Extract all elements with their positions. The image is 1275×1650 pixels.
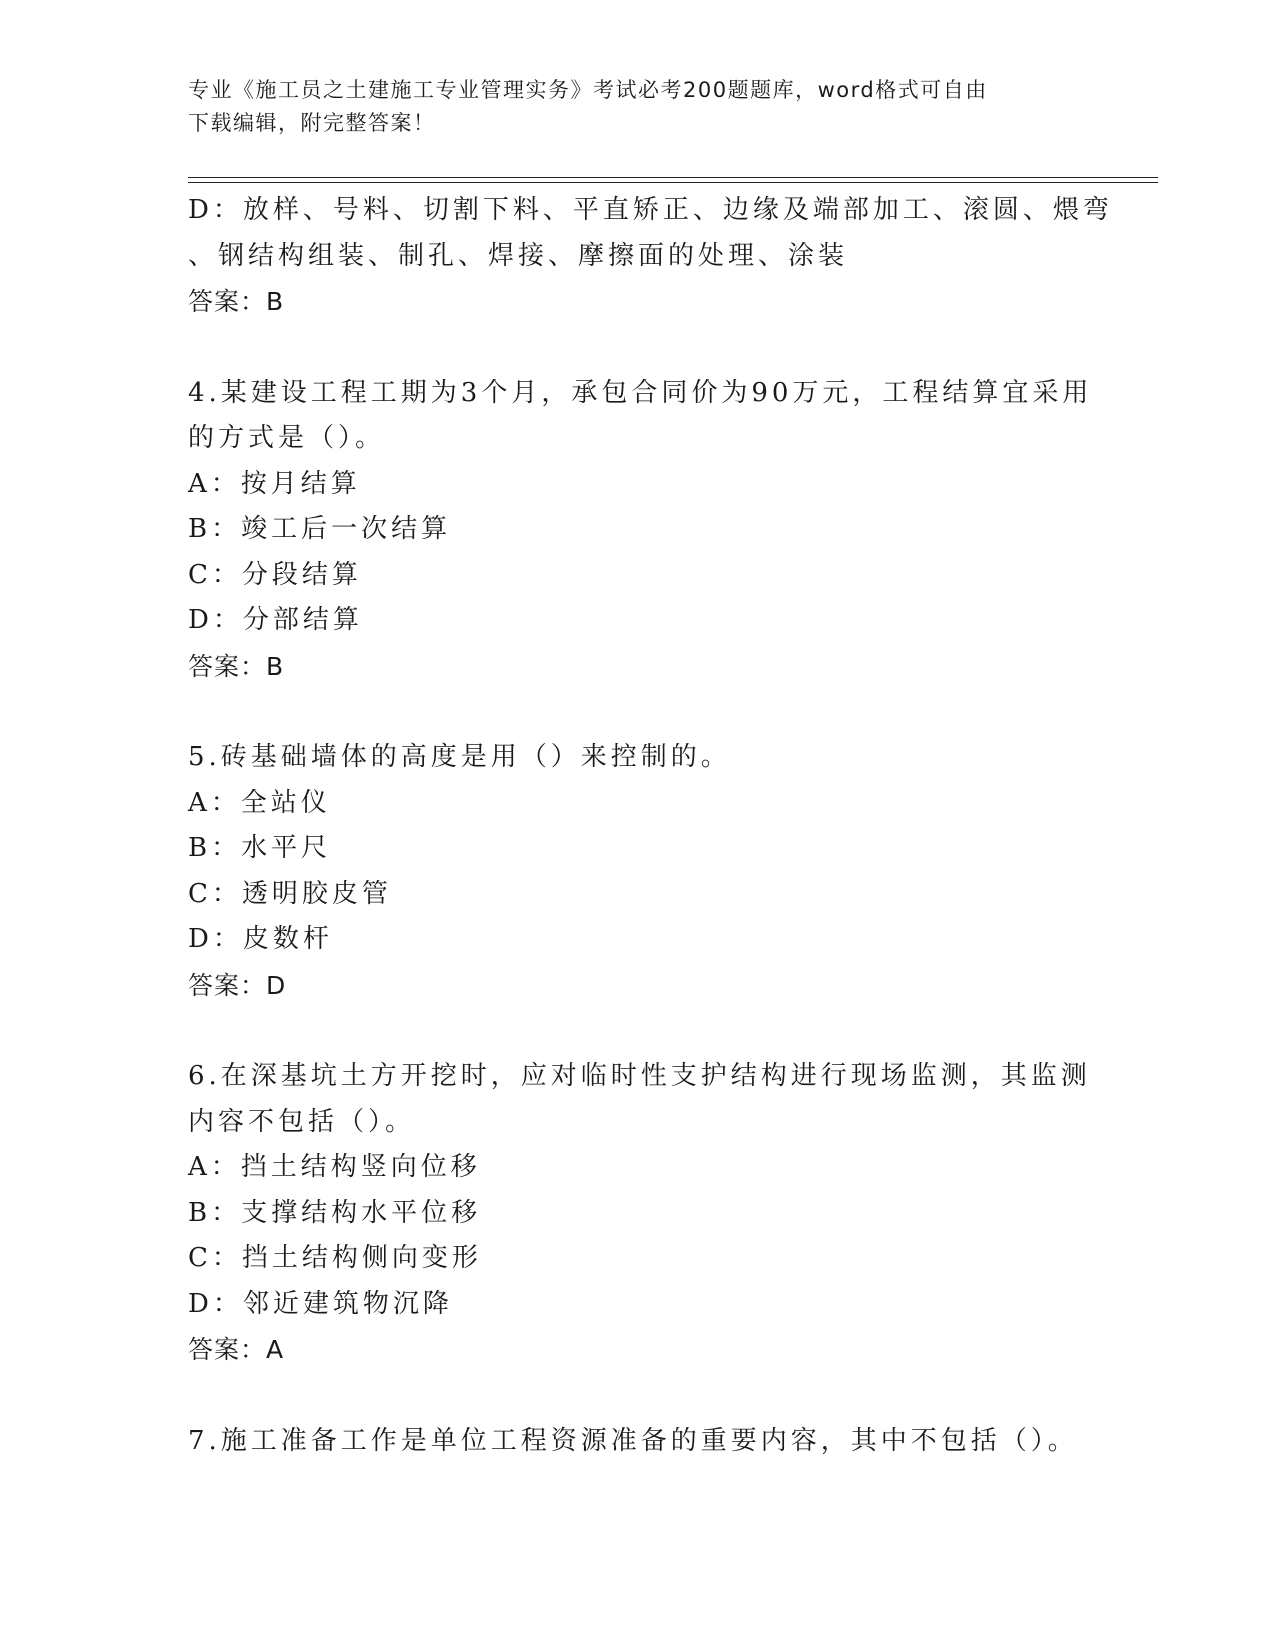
question-list — [188, 188, 1113, 1464]
header-line-2: 下载编辑，附完整答案！ — [188, 111, 436, 135]
question-stem: 5.砖基础墙体的高度是用（）来控制的。 — [188, 742, 731, 772]
question-4 — [188, 371, 1093, 690]
option-b: B：竣工后一次结算 — [188, 514, 452, 544]
question-stem-continued: 的方式是（）。 — [188, 423, 386, 453]
option-d: D：邻近建筑物沉降 — [188, 1288, 453, 1319]
option-b: B：水平尺 — [188, 833, 332, 863]
question-3-tail — [188, 188, 1113, 325]
option-c: C：透明胶皮管 — [188, 878, 392, 909]
question-stem: 6.在深基坑土方开挖时，应对临时性支护结构进行现场监测，其监测 — [188, 1061, 1091, 1091]
option-b: B：支撑结构水平位移 — [188, 1197, 482, 1228]
header-divider-bottom — [188, 182, 1158, 183]
option-a: A：按月结算 — [188, 468, 361, 499]
option-d-continued: 、钢结构组装、制孔、焊接、摩擦面的处理、涂装 — [188, 240, 849, 271]
question-stem: 7.施工准备工作是单位工程资源准备的重要内容，其中不包括（）。 — [188, 1425, 1078, 1456]
header-line-1: 专业《施工员之土建施工专业管理实务》考试必考200题题库，word格式可自由 — [188, 78, 988, 102]
answer: 答案：B — [188, 287, 285, 316]
question-stem-continued: 内容不包括（）。 — [188, 1106, 416, 1137]
option-d: D：分部结算 — [188, 605, 363, 635]
question-7 — [188, 1419, 1088, 1465]
option-d: D：放样、号料、切割下料、平直矫正、边缘及端部加工、滚圆、煨弯 — [188, 195, 1113, 225]
question-stem: 4.某建设工程工期为3个月，承包合同价为90万元，工程结算宜采用 — [188, 377, 1093, 408]
option-a: A：挡土结构竖向位移 — [188, 1152, 481, 1182]
document-header — [188, 74, 1088, 140]
header-divider-top — [188, 177, 1158, 178]
option-c: C：挡土结构侧向变形 — [188, 1243, 482, 1273]
answer: 答案：B — [188, 651, 285, 681]
option-a: A：全站仪 — [188, 787, 331, 818]
answer: 答案：A — [188, 1335, 285, 1364]
question-6 — [188, 1054, 1091, 1373]
question-5 — [188, 735, 1088, 1008]
option-d: D：皮数杆 — [188, 924, 333, 954]
option-c: C：分段结算 — [188, 559, 362, 590]
answer: 答案：D — [188, 970, 287, 1000]
